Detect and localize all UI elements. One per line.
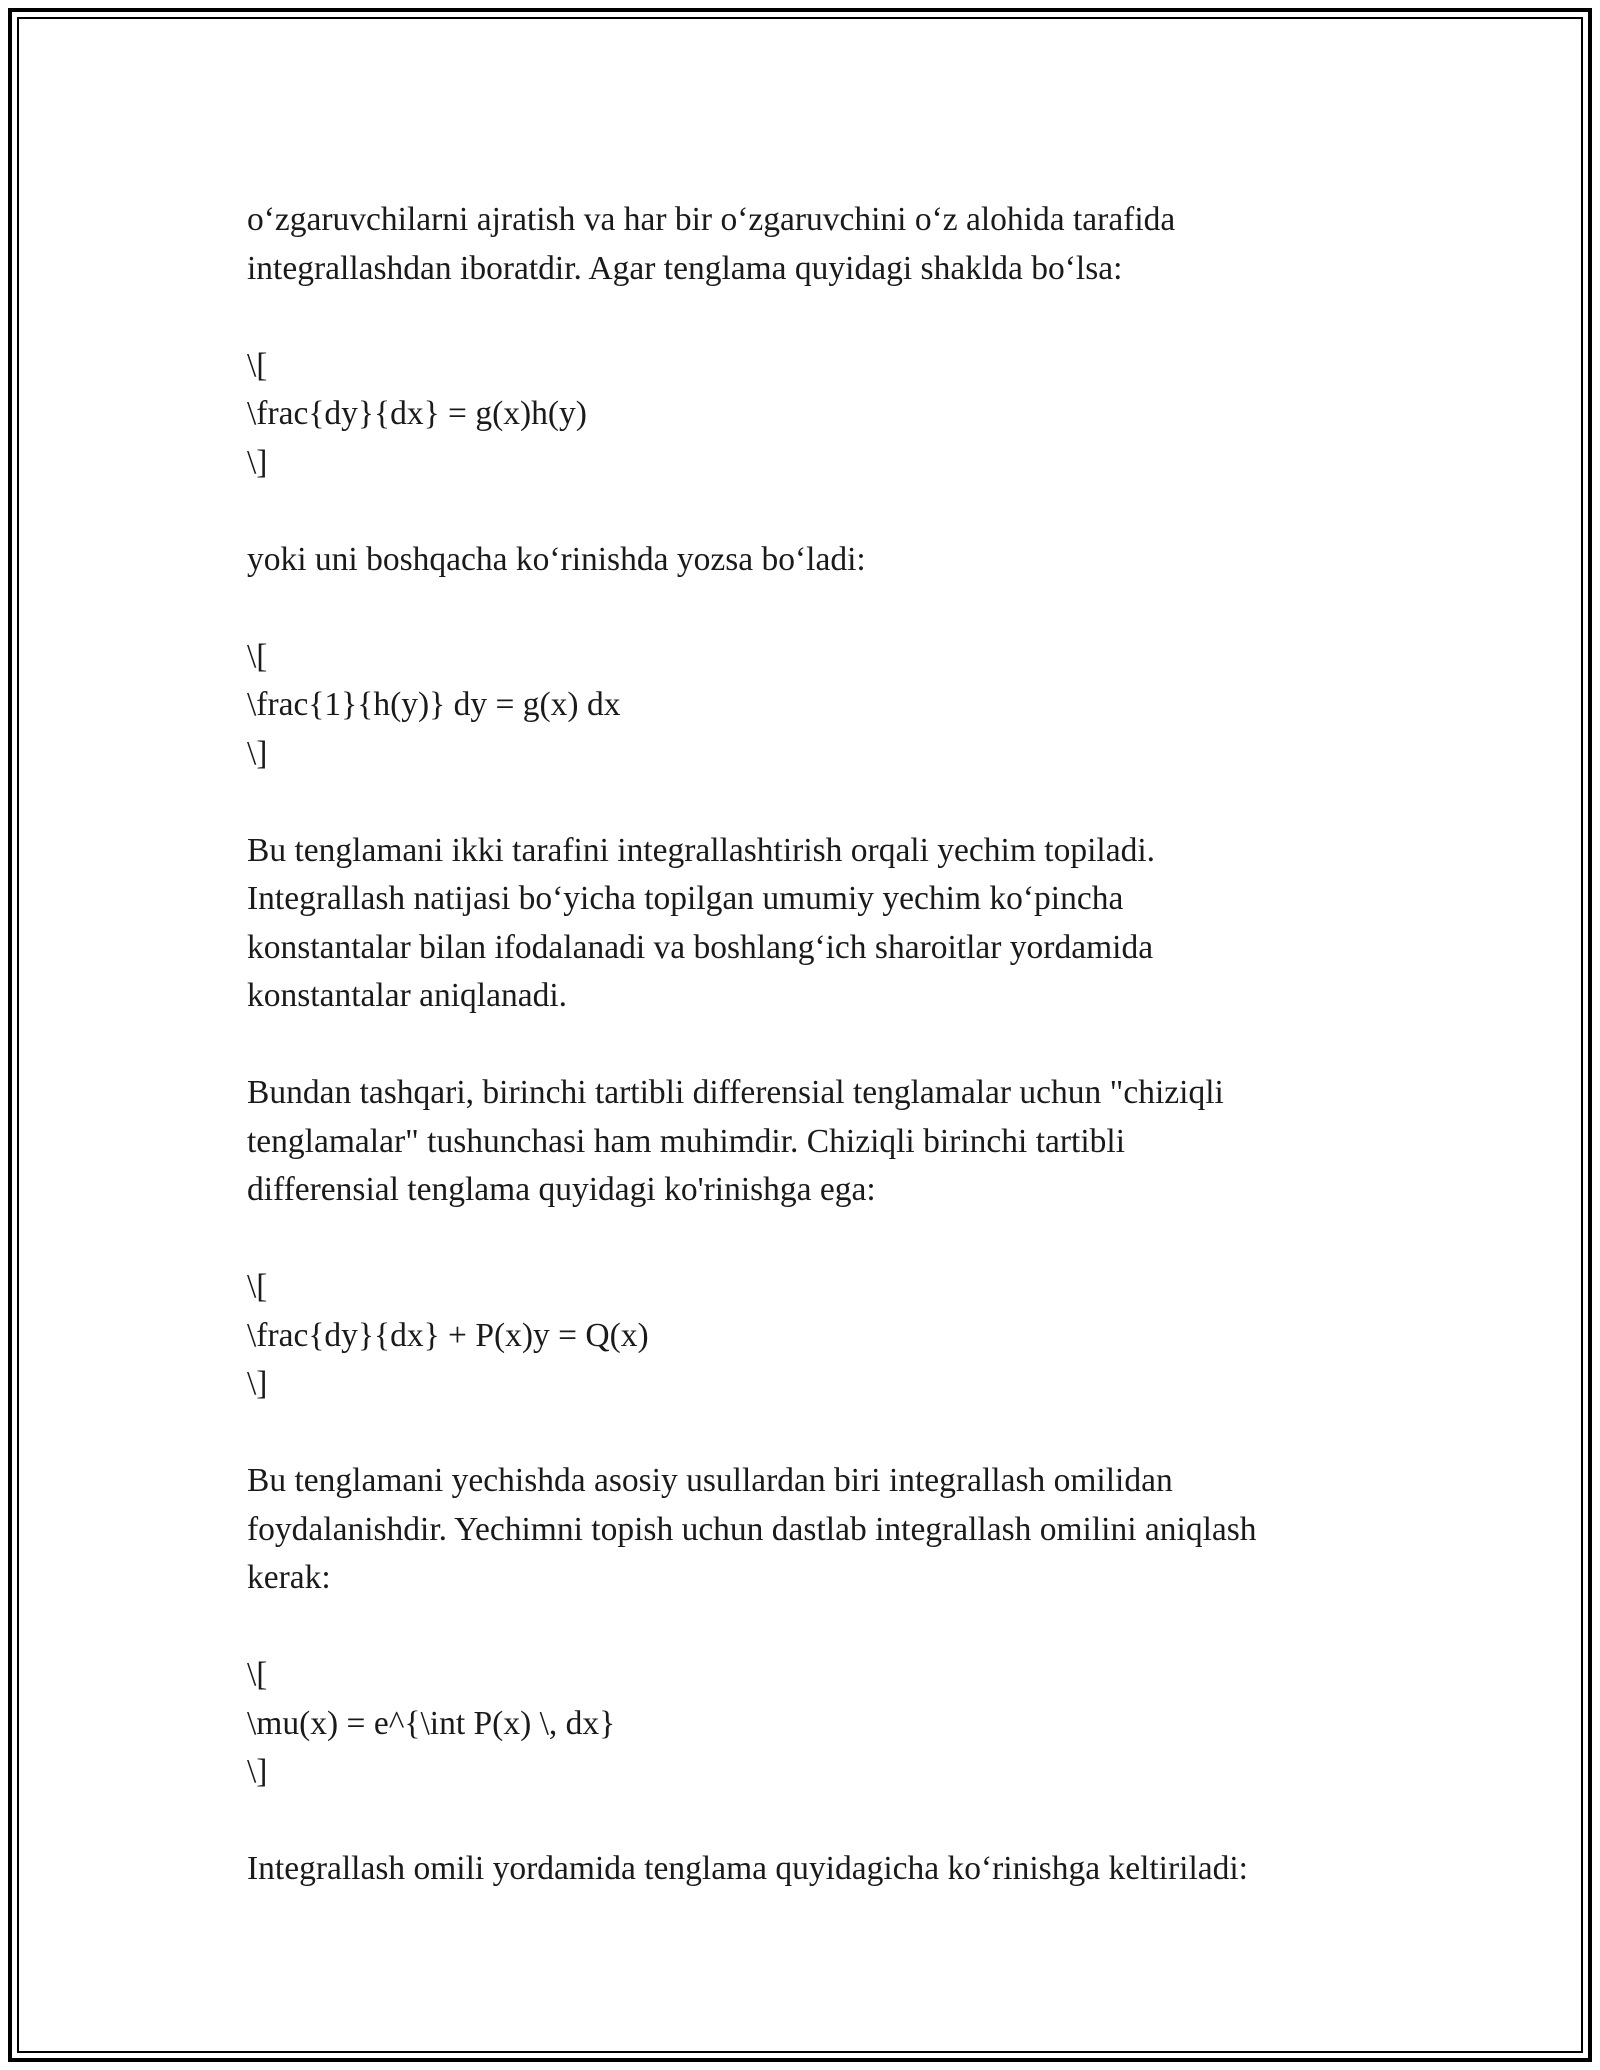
blank-line bbox=[247, 1603, 1407, 1652]
formula-line: \[ bbox=[247, 637, 268, 675]
blank-line bbox=[247, 1021, 1407, 1070]
formula-line: \[ bbox=[247, 346, 268, 384]
blank-line bbox=[247, 1215, 1407, 1264]
text-line: integrallashdan iboratdir. Agar tenglama quyidagi shaklda boʻlsa: bbox=[247, 249, 1123, 287]
formula-line: \frac{dy}{dx} = g(x)h(y) bbox=[247, 395, 587, 432]
page-border bbox=[8, 8, 1592, 2062]
blank-line bbox=[247, 293, 1407, 342]
blank-line bbox=[247, 584, 1407, 633]
formula-line: \] bbox=[247, 1365, 268, 1402]
text-line: kerak: bbox=[247, 1559, 331, 1596]
blank-line bbox=[247, 1797, 1407, 1846]
text-line: oʻzgaruvchilarni ajratish va har bir oʻzgaruvchini oʻz alohida tarafida bbox=[247, 201, 1176, 238]
text-line: Bu tenglamani yechishda asosiy usullardan biri integrallash omilidan bbox=[247, 1462, 1173, 1499]
formula-line: \[ bbox=[247, 1268, 268, 1305]
text-line: differensial tenglama quyidagi ko'rinishga ega: bbox=[247, 1171, 876, 1208]
document-body bbox=[247, 196, 1407, 1894]
blank-line bbox=[247, 487, 1407, 536]
text-line: foydalanishdir. Yechimni topish uchun dastlab integrallash omilini aniqlash bbox=[247, 1510, 1257, 1548]
text-line: yoki uni boshqacha koʻrinishda yozsa boʻladi: bbox=[247, 540, 866, 578]
text-line: Integrallash natijasi boʻyicha topilgan umumiy yechim koʻpincha bbox=[247, 880, 1124, 917]
text-line: Bu tenglamani ikki tarafini integrallashtirish orqali yechim topiladi. bbox=[247, 831, 1156, 869]
text-line: tenglamalar" tushunchasi ham muhimdir. Chiziqli birinchi tartibli bbox=[247, 1122, 1126, 1160]
text-line: Integrallash omili yordamida tenglama quyidagicha koʻrinishga keltiriladi: bbox=[247, 1850, 1248, 1887]
formula-line: \[ bbox=[247, 1656, 268, 1693]
formula-line: \mu(x) = e^{\int P(x) \, dx} bbox=[247, 1704, 616, 1742]
text-line: Bundan tashqari, birinchi tartibli differensial tenglamalar uchun "chiziqli bbox=[247, 1074, 1224, 1111]
text-line: konstantalar aniqlanadi. bbox=[247, 977, 568, 1014]
blank-line bbox=[247, 1409, 1407, 1458]
formula-line: \] bbox=[247, 734, 268, 772]
formula-line: \frac{dy}{dx} + P(x)y = Q(x) bbox=[247, 1316, 649, 1354]
formula-line: \] bbox=[247, 1753, 268, 1790]
formula-line: \frac{1}{h(y)} dy = g(x) dx bbox=[247, 686, 621, 723]
formula-line: \] bbox=[247, 443, 268, 481]
text-line: konstantalar bilan ifodalanadi va boshlangʻich sharoitlar yordamida bbox=[247, 928, 1154, 966]
blank-line bbox=[247, 778, 1407, 827]
